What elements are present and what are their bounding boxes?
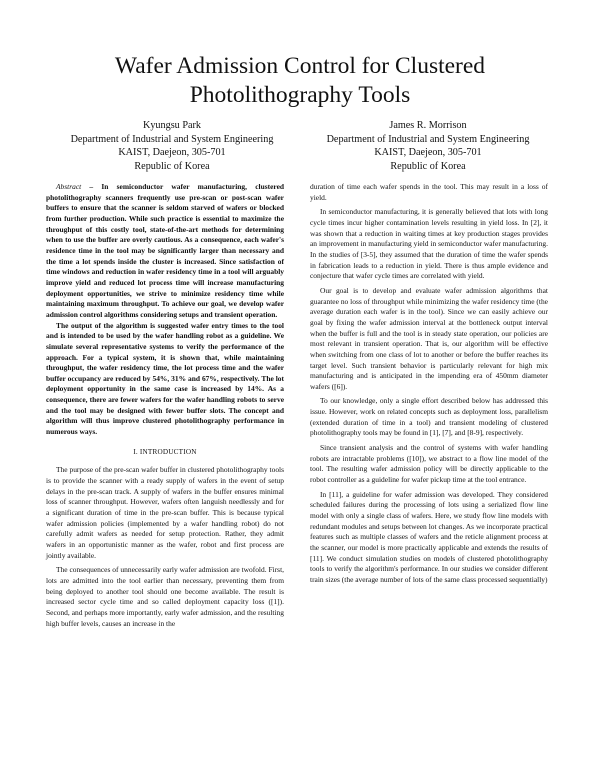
body-paragraph: In semiconductor manufacturing, it is generally believed that lots with long cycle times incur higher contamination levels resulting in yield loss. In [2], it was shown that a reduction in waiting times at key production stages provides an improvement in manufacturing yield in semiconductor wafer manufacturing. In the studies of [3-5], they assumed that the duration of time the wafer spends in fabrication leads to a reduction in yield. There is thus ample evidence and conjecture that wafer cycle times are correlated with yield. [310,207,548,281]
body-paragraph: The consequences of unnecessarily early wafer admission are twofold. First, lots are admitted into the tool earlier than necessary, preventing them from being deployed to another tool should one become available. The result is increased sector cycle time and so called deployment capacity loss ([1]). Second, and perhaps more importantly, early wafer admission, and the resulting high buffer levels, causes an increase in the [46,565,284,628]
abstract-dash: – [81,182,102,191]
author-department: Department of Industrial and System Engineering [326,133,530,145]
body-paragraph-continued: duration of time each wafer spends in the tool. This may result in a loss of yield. [310,182,548,202]
author-name: Kyungsu Park [142,120,201,131]
author-block-1 [52,119,292,173]
author-institution: KAIST, Daejeon, 305-701 [118,147,226,159]
author-country: Republic of Korea [390,160,466,172]
body-paragraph: To our knowledge, only a single effort described below has addressed this issue. However, work on related concepts such as deployment loss, parallelism (extended duration of time in a tool) and transient modeling of clustered photolithography tools may be found in [1], [7], and [8-9], respectively. [310,396,548,438]
abstract-text-1: In semiconductor wafer manufacturing, clustered photolithography scanners frequently use pre-scan or post-scan wafer buffers to ensure that the scanner is seldom starved of wafers or blocked from further production. While such practice is essential to maximize the throughput of this costly tool, state-of-the-art methods for determining when to use the buffer are overly cautious. As a consequence, each wafer's residence time in the tool may be significantly larger than necessary and the time a lot spends inside the cluster is increased. Since satisfaction of time windows and reduction in wafer residency time in a tool will arguably improve yield and reduced lot process time will increase manufacturing deployment opportunities, we strive to minimize residency time while maintaining maximum throughput. To achieve our goal, we develop wafer admission control algorithms considering setups and transient operation. [46,182,285,319]
title-line-1: Wafer Admission Control for Clustered [114,53,486,79]
author-country: Republic of Korea [134,160,210,172]
author-name: James R. Morrison [389,120,467,131]
abstract-paragraph [46,182,284,321]
body-paragraph: The purpose of the pre-scan wafer buffer in clustered photolithography tools is to provide the scanner with a ready supply of wafers in the event of setup delays in the pre-scan track. A supply of wafers in the buffer ensures minimal loss of scanner throughput. However, wafers often languish needlessly and for a significant duration of time in the pre-scan buffer. This is because typical wafer admission policies (implemented by a wafer handling robot) do not carefully admit wafers as needed for setup protection. Rather, they admit wafers in an opportunistic manner as the wafer, robot and first process are jointly available. [46,465,284,560]
left-column [46,182,284,629]
abstract-paragraph-2: The output of the algorithm is suggested wafer entry times to the tool and is intended to be used by the wafer handling robot as a guideline. We simulate several representative systems to verify the performance of the approach. For a typical system, it is shown that, while maintaining throughput, the wafer residency time, the lot process time and the wafer buffer occupancy are reduced by 54%, 31% and 67%, respectively. The lot deployment opportunity in the same case is increased by 14%. As a consequence, there are fewer wafers for the wafer handling robots to serve and the tool may be designed with fewer buffer slots. The concept and algorithm will thus improve clustered photolithography performance in numerous ways. [46,320,284,437]
body-paragraph: Since transient analysis and the control of systems with wafer handling robots are intractable problems ([10]), we abstract to a flow line model of the tool. The resulting wafer admission policy will be directly applicable to the robot controller as a guideline for wafer pickup time at the tool entrance. [310,443,548,485]
body-paragraph: Our goal is to develop and evaluate wafer admission algorithms that guarantee no loss of throughput while minimizing the wafer residency time (the average duration each wafer is in the tool). Since we can easily achieve our goal by fixing the wafer admission interval at the bottleneck output interval when the buffer is full and the tool is in steady state operation, our policies are most relevant in transient operation. That is, our algorithm will be effective when switching from one class of lot to another or before the buffer reaches its target level. Such transient behavior is particularly relevant for high mix manufacturing and is anticipated in the impending era of 450mm diameter wafers ([6]). [310,285,548,391]
author-block-2 [308,119,548,173]
body-paragraph: In [11], a guideline for wafer admission was developed. They considered scheduled failures during the processing of lots using a serialized flow line model with only a single class of wafers. Here, we study flow line models with redundant modules and setups between lot changes. As we incorporate practical features such as multiple classes of wafers and the reticle alignment process at the scanner, our model is more practically applicable and extends the results of [11]. We conduct simulation studies on models of clustered photolithography tools to verify the algorithm's performance. In our studies we consider different train sizes (the average number of lots of the same class processed sequentially) [310,489,548,584]
paper-title [40,52,560,110]
author-department: Department of Industrial and System Engineering [70,133,274,145]
section-heading-introduction: I. INTRODUCTION [133,447,197,456]
author-institution: KAIST, Daejeon, 305-701 [374,147,482,159]
abstract-label: Abstract [56,182,82,191]
title-line-2: Photolithography Tools [189,82,411,108]
right-column [310,182,548,586]
